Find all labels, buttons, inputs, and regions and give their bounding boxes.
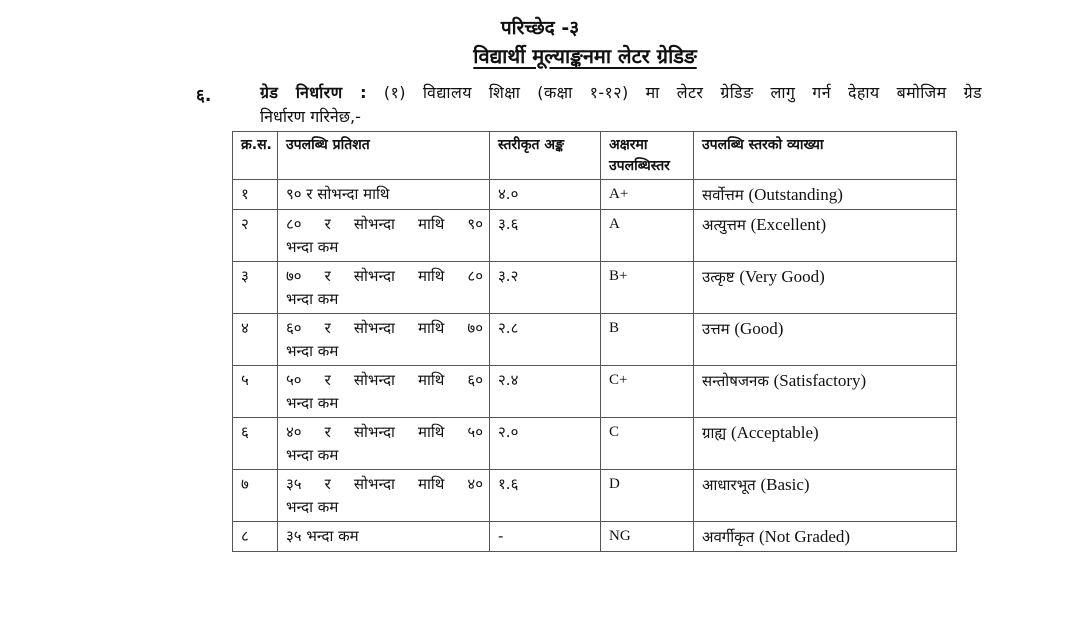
percent-line-1: ८० र सोभन्दा माथि ९०: [286, 215, 483, 233]
cell-letter-grade: C+: [601, 366, 694, 418]
cell-description: [694, 262, 957, 314]
grading-table: [232, 131, 957, 552]
cell-standard-score: २.८: [490, 314, 601, 366]
table-header-row: [233, 132, 957, 180]
description-nepali: ग्राह्य: [702, 424, 727, 442]
cell-description: [694, 210, 957, 262]
cell-sn: ४: [233, 314, 278, 366]
table-row: [233, 418, 957, 470]
cell-percent: [278, 522, 490, 552]
description-english: (Good): [734, 319, 784, 338]
cell-percent: [278, 180, 490, 210]
paragraph-text-1: (१) विद्यालय शिक्षा (कक्षा १-१२) मा लेटर ग्रेडिङ लागु गर्न देहाय बमोजिम ग्रेड: [383, 83, 982, 102]
section-heading: ग्रेड निर्धारण :: [260, 83, 367, 102]
cell-percent: [278, 314, 490, 366]
description-nepali: आधारभूत: [702, 476, 756, 494]
cell-sn: ५: [233, 366, 278, 418]
cell-sn: ८: [233, 522, 278, 552]
percent-line-2: भन्दा कम: [286, 238, 339, 256]
header-sn: क्र.स.: [233, 132, 278, 180]
cell-standard-score: -: [490, 522, 601, 552]
header-percent: उपलब्धि प्रतिशत: [278, 132, 490, 180]
table-row: [233, 180, 957, 210]
cell-standard-score: ४.०: [490, 180, 601, 210]
table-row: [233, 522, 957, 552]
section-number: ६.: [196, 86, 212, 106]
paragraph-line-1: [260, 81, 982, 105]
percent-line-1: ७० र सोभन्दा माथि ८०: [286, 267, 483, 285]
header-grade: [601, 132, 694, 180]
document-title: [0, 42, 1080, 69]
cell-sn: १: [233, 180, 278, 210]
percent-line-1: ९० र सोभन्दा माथि: [286, 185, 390, 203]
header-grade-line1: अक्षरमा: [609, 137, 648, 153]
cell-standard-score: २.४: [490, 366, 601, 418]
percent-line-1: ४० र सोभन्दा माथि ५०: [286, 423, 483, 441]
paragraph-line-2: निर्धारण गरिनेछ,-: [260, 107, 361, 126]
cell-letter-grade: B+: [601, 262, 694, 314]
cell-description: [694, 418, 957, 470]
description-nepali: उत्तम: [702, 320, 730, 338]
description-english: (Outstanding): [748, 185, 843, 204]
cell-letter-grade: NG: [601, 522, 694, 552]
document-title-text: विद्यार्थी मूल्याङ्कनमा लेटर ग्रेडिङ: [473, 44, 697, 68]
cell-letter-grade: D: [601, 470, 694, 522]
percent-line-2: भन्दा कम: [286, 290, 339, 308]
description-english: (Acceptable): [730, 423, 819, 442]
description-english: (Basic): [760, 475, 810, 494]
percent-line-2: भन्दा कम: [286, 446, 339, 464]
cell-percent: [278, 210, 490, 262]
description-nepali: उत्कृष्ट: [702, 268, 735, 286]
cell-description: [694, 314, 957, 366]
table-body: [233, 180, 957, 552]
header-grade-line2: उपलब्धिस्तर: [609, 158, 670, 174]
description-nepali: सर्वोत्तम: [702, 186, 744, 204]
cell-percent: [278, 418, 490, 470]
cell-sn: २: [233, 210, 278, 262]
cell-description: [694, 522, 957, 552]
table-row: [233, 314, 957, 366]
table-row: [233, 470, 957, 522]
percent-line-1: ५० र सोभन्दा माथि ६०: [286, 371, 483, 389]
cell-sn: ७: [233, 470, 278, 522]
table-row: [233, 366, 957, 418]
percent-line-1: ६० र सोभन्दा माथि ७०: [286, 319, 483, 337]
cell-letter-grade: B: [601, 314, 694, 366]
cell-standard-score: १.६: [490, 470, 601, 522]
cell-description: [694, 366, 957, 418]
description-english: (Excellent): [750, 215, 827, 234]
cell-percent: [278, 366, 490, 418]
description-english: (Not Graded): [758, 527, 851, 546]
percent-line-2: भन्दा कम: [286, 498, 339, 516]
percent-line-1: ३५ भन्दा कम: [286, 527, 359, 545]
percent-line-1: ३५ र सोभन्दा माथि ४०: [286, 475, 483, 493]
chapter-heading: परिच्छेद -३: [500, 17, 580, 39]
description-english: (Satisfactory): [773, 371, 867, 390]
cell-sn: ३: [233, 262, 278, 314]
table-row: [233, 262, 957, 314]
description-english: (Very Good): [739, 267, 825, 286]
cell-percent: [278, 262, 490, 314]
cell-letter-grade: A: [601, 210, 694, 262]
cell-standard-score: ३.२: [490, 262, 601, 314]
cell-description: [694, 180, 957, 210]
header-description: उपलब्धि स्तरको व्याख्या: [694, 132, 957, 180]
table-row: [233, 210, 957, 262]
percent-line-2: भन्दा कम: [286, 394, 339, 412]
header-standard: स्तरीकृत अङ्क: [490, 132, 601, 180]
section-paragraph: [260, 81, 982, 129]
cell-percent: [278, 470, 490, 522]
cell-standard-score: ३.६: [490, 210, 601, 262]
cell-description: [694, 470, 957, 522]
percent-line-2: भन्दा कम: [286, 342, 339, 360]
cell-letter-grade: C: [601, 418, 694, 470]
cell-standard-score: २.०: [490, 418, 601, 470]
description-nepali: अत्युत्तम: [702, 216, 746, 234]
cell-sn: ६: [233, 418, 278, 470]
description-nepali: अवर्गीकृत: [702, 528, 755, 546]
description-nepali: सन्तोषजनक: [702, 372, 769, 390]
cell-letter-grade: A+: [601, 180, 694, 210]
